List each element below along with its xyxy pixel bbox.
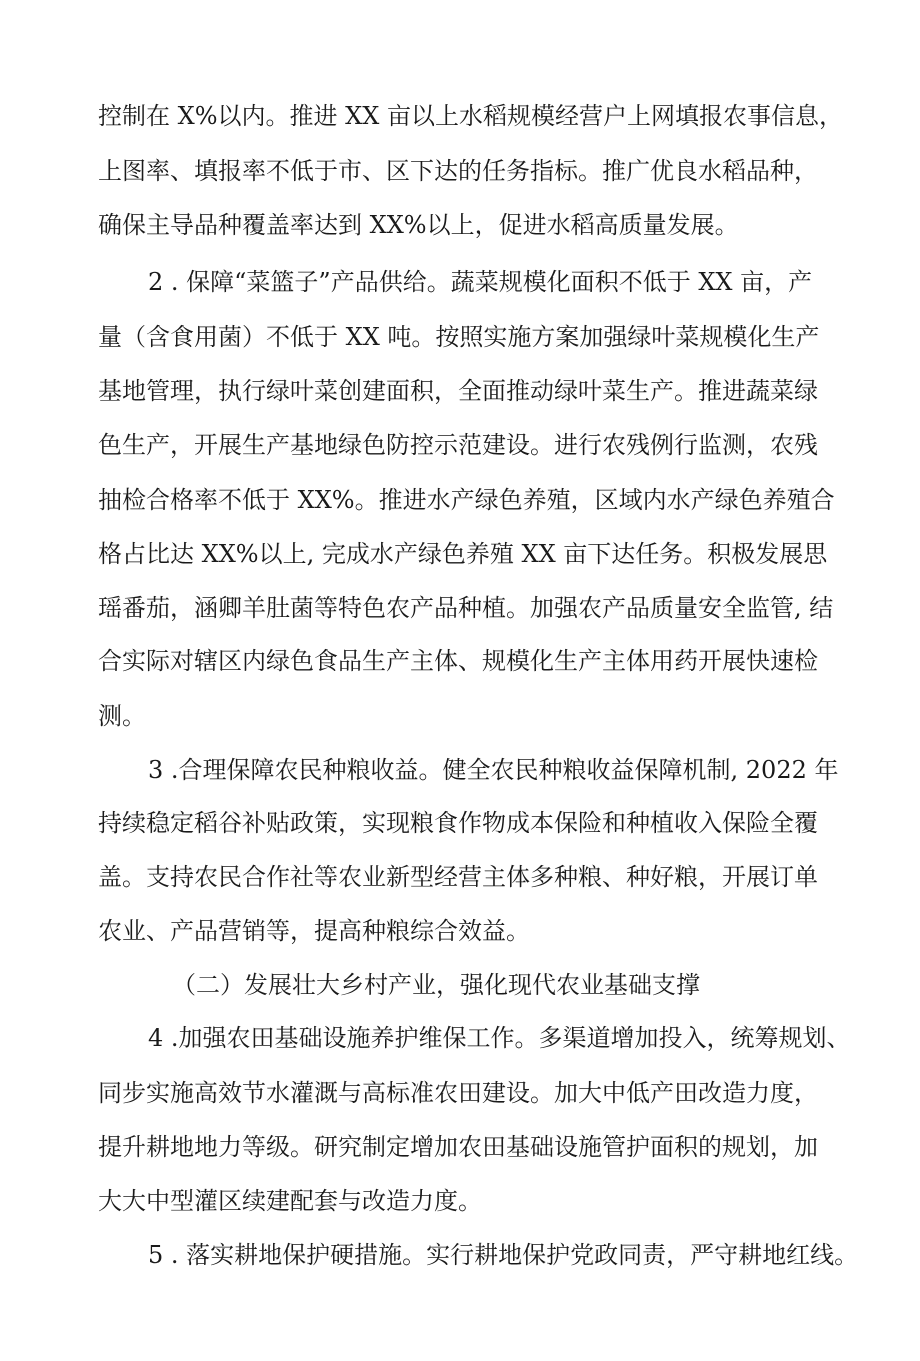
text-line [0, 317, 920, 357]
paragraph-first-line [0, 1018, 920, 1058]
text-line [0, 1181, 920, 1221]
text-line-content: 测。 [98, 702, 146, 730]
text-line [0, 96, 920, 136]
text-line-content: 同步实施高效节水灌溉与高标准农田建设。加大中低产田改造力度， [98, 1079, 818, 1107]
text-line-content: 上图率、填报率不低于市、区下达的任务指标。推广优良水稻品种， [98, 157, 818, 185]
text-line [0, 205, 920, 245]
text-line [0, 480, 920, 520]
section-heading [0, 965, 920, 1005]
text-line-content: 3 .合理保障农民种粮收益。健全农民种粮收益保障机制, 2022 年 [148, 756, 839, 784]
text-line [0, 371, 920, 411]
text-line-content: 持续稳定稻谷补贴政策，实现粮食作物成本保险和种植收入保险全覆 [98, 809, 818, 837]
text-line [0, 1127, 920, 1167]
text-line-content: 提升耕地地力等级。研究制定增加农田基础设施管护面积的规划，加 [98, 1133, 818, 1161]
text-line-content: 农业、产品营销等，提高种粮综合效益。 [98, 917, 530, 945]
text-line [0, 534, 920, 574]
text-line [0, 857, 920, 897]
text-line-content: 确保主导品种覆盖率达到 XX%以上，促进水稻高质量发展。 [98, 211, 739, 239]
text-line-content: 格占比达 XX%以上, 完成水产绿色养殖 XX 亩下达任务。积极发展思 [98, 540, 828, 568]
paragraph-first-line [0, 750, 920, 790]
paragraph-first-line [0, 1235, 920, 1275]
text-line-content: 色生产，开展生产基地绿色防控示范建设。进行农残例行监测，农残 [98, 431, 818, 459]
text-line [0, 696, 920, 736]
text-line-content: 大大中型灌区续建配套与改造力度。 [98, 1187, 482, 1215]
text-line [0, 425, 920, 465]
text-line [0, 911, 920, 951]
text-line-content: 合实际对辖区内绿色食品生产主体、规模化生产主体用药开展快速检 [98, 647, 818, 675]
text-line [0, 588, 920, 628]
text-line-content: 控制在 X%以内。推进 XX 亩以上水稻规模经营户上网填报农事信息， [98, 102, 843, 130]
text-line-content: 2 . 保障“菜篮子”产品供给。蔬菜规模化面积不低于 XX 亩，产 [148, 268, 813, 296]
text-line-content: 瑶番茄，涵卿羊肚菌等特色农产品种植。加强农产品质量安全监管, 结 [98, 594, 834, 622]
text-line-content: 盖。支持农民合作社等农业新型经营主体多种粮、种好粮，开展订单 [98, 863, 818, 891]
text-line-content: 5 . 落实耕地保护硬措施。实行耕地保护党政同责，严守耕地红线。 [148, 1241, 859, 1269]
text-line-content: 量（含食用菌）不低于 XX 吨。按照实施方案加强绿叶菜规模化生产 [98, 323, 820, 351]
text-line [0, 1073, 920, 1113]
text-line-content: 4 .加强农田基础设施养护维保工作。多渠道增加投入，统筹规划、 [148, 1024, 851, 1052]
text-line [0, 151, 920, 191]
text-line [0, 803, 920, 843]
section-heading-text: （二）发展壮大乡村产业，强化现代农业基础支撑 [172, 971, 700, 999]
text-line-content: 抽检合格率不低于 XX%。推进水产绿色养殖，区域内水产绿色养殖合 [98, 486, 835, 514]
text-line-content: 基地管理，执行绿叶菜创建面积，全面推动绿叶菜生产。推进蔬菜绿 [98, 377, 818, 405]
text-line [0, 641, 920, 681]
paragraph-first-line [0, 262, 920, 302]
